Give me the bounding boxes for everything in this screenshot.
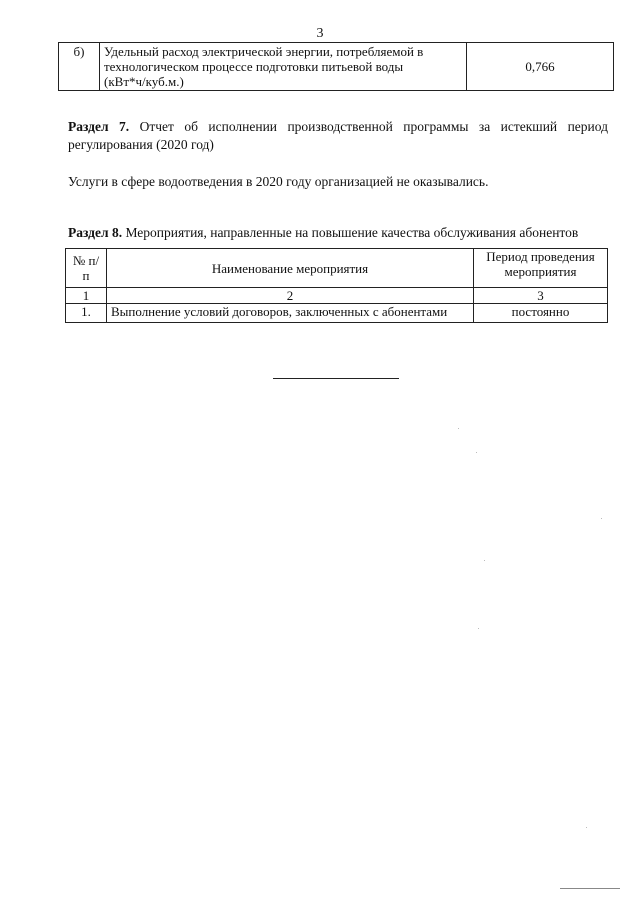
header-period-line: Период проведения (486, 249, 595, 264)
closing-rule (273, 378, 399, 379)
section-7-text: Отчет об исполнении производственной программы за истекший период регулирования (2020 год) (68, 119, 609, 152)
scan-speck (601, 518, 602, 519)
scan-speck (586, 827, 587, 828)
measure-name: Выполнение условий договоров, заключенных с абонентами (107, 304, 474, 323)
column-index: 1 (66, 288, 107, 304)
column-index: 3 (474, 288, 608, 304)
measures-table (65, 248, 608, 323)
header-name: Наименование мероприятия (107, 249, 474, 288)
measure-period: постоянно (474, 304, 608, 323)
description-line: Удельный расход электрической энергии, потребляемой в (104, 44, 424, 59)
section-7-label: Раздел 7. (68, 119, 130, 134)
scan-speck (476, 452, 477, 453)
page-number: 3 (316, 26, 324, 41)
table-row (59, 43, 614, 91)
description-line: технологическом процессе подготовки питьевой воды (104, 59, 404, 74)
header-period (474, 249, 608, 288)
scan-edge-line (560, 888, 620, 889)
row-index: б) (59, 43, 100, 91)
section-8-label: Раздел 8. (68, 225, 123, 240)
section-8-heading (68, 224, 608, 242)
table-row (66, 304, 608, 323)
section-8-text: Мероприятия, направленные на повышение качества обслуживания абонентов (122, 225, 579, 240)
table-header-row (66, 249, 608, 288)
measure-number: 1. (66, 304, 107, 323)
row-description (100, 43, 467, 91)
energy-consumption-table (58, 42, 614, 91)
column-index: 2 (107, 288, 474, 304)
scan-speck (458, 428, 459, 429)
row-value: 0,766 (467, 43, 614, 91)
scan-speck (478, 628, 479, 629)
section-7-heading (68, 118, 608, 154)
scan-speck (484, 560, 485, 561)
section-7-paragraph: Услуги в сфере водоотведения в 2020 году организацией не оказывались. (68, 174, 489, 189)
column-index-row (66, 288, 608, 304)
description-line: (кВт*ч/куб.м.) (104, 74, 184, 89)
header-number: № п/п (66, 249, 107, 288)
header-period-line: мероприятия (504, 264, 577, 279)
